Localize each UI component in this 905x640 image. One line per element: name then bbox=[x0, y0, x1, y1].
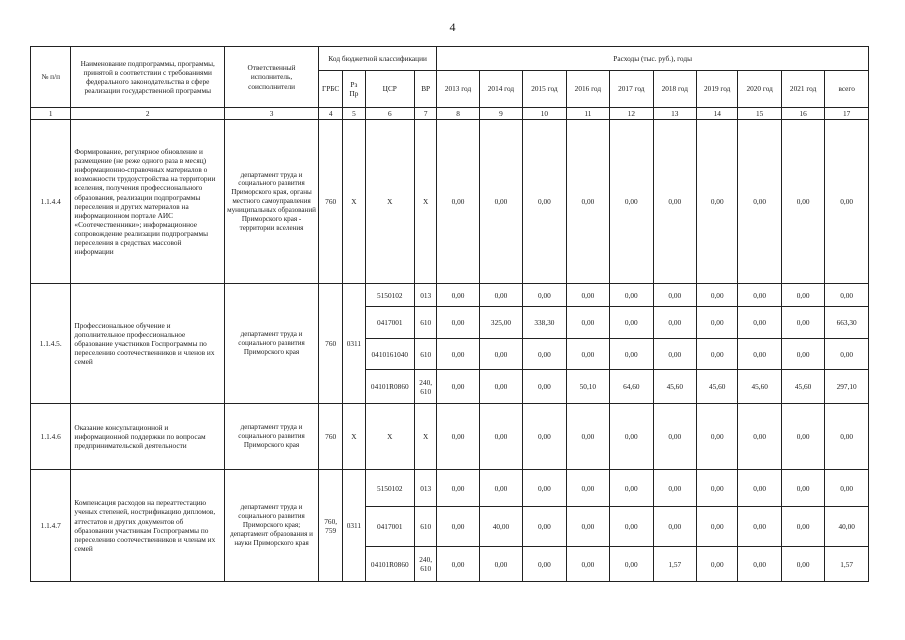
year-value: 0,00 bbox=[437, 339, 479, 370]
total-value: 1,57 bbox=[825, 547, 869, 582]
year-value: 50,10 bbox=[566, 370, 609, 404]
header-year: 2014 год bbox=[479, 71, 522, 108]
total-value: 0,00 bbox=[825, 404, 869, 470]
csr-code: 0410161040 bbox=[365, 339, 415, 370]
table-row bbox=[31, 120, 869, 284]
grbs-code: 760 bbox=[319, 404, 343, 470]
year-value: 40,00 bbox=[479, 507, 522, 547]
year-value: 0,00 bbox=[697, 547, 738, 582]
vr-code: 013 bbox=[415, 470, 437, 507]
year-value: 0,00 bbox=[610, 284, 653, 307]
year-value: 0,00 bbox=[781, 307, 824, 339]
year-value: 0,00 bbox=[781, 339, 824, 370]
table-row bbox=[31, 470, 869, 507]
column-number: 1 bbox=[31, 108, 71, 120]
year-value: 0,00 bbox=[738, 284, 781, 307]
year-value: 325,00 bbox=[479, 307, 522, 339]
year-value: 0,00 bbox=[653, 307, 696, 339]
program-name: Оказание консультационной и информационной поддержки по вопросам предпринимательской деятельности bbox=[71, 404, 225, 470]
header-code: Рз Пр bbox=[343, 71, 365, 108]
year-value: 0,00 bbox=[437, 470, 479, 507]
year-value: 0,00 bbox=[781, 284, 824, 307]
year-value: 0,00 bbox=[566, 307, 609, 339]
rzpr-code: 0311 bbox=[343, 284, 365, 404]
year-value: 0,00 bbox=[479, 547, 522, 582]
column-number: 15 bbox=[738, 108, 781, 120]
total-value: 40,00 bbox=[825, 507, 869, 547]
year-value: 0,00 bbox=[610, 120, 653, 284]
year-value: 0,00 bbox=[437, 404, 479, 470]
year-value: 0,00 bbox=[738, 547, 781, 582]
column-number: 10 bbox=[523, 108, 566, 120]
table-row bbox=[31, 404, 869, 470]
program-name: Формирование, регулярное обновление и размещение (не реже одного раза в месяц) информационно-справочных материалов о возможности трудоустройства на территории вселения, получения профессионального образования, реализации подпрограммы переселения и других материалов на информационном портале АИС «Соотечественники»; информационное сопровождение реализации подпрограммы переселения в средствах массовой информации bbox=[71, 120, 225, 284]
vr-code: X bbox=[415, 404, 437, 470]
rzpr-code: X bbox=[343, 404, 365, 470]
budget-table bbox=[30, 46, 869, 582]
year-value: 0,00 bbox=[523, 547, 566, 582]
responsible-executor: департамент труда и социального развития Приморского края; департамент образования и науки Приморского края bbox=[225, 470, 319, 582]
header-name: Наименование подпрограммы, программы, принятой в соответствии с требованиями федерального законодательства в сфере реализации государственной программы bbox=[71, 47, 225, 108]
year-value: 0,00 bbox=[738, 470, 781, 507]
page-number: 4 bbox=[449, 20, 456, 34]
column-number: 3 bbox=[225, 108, 319, 120]
year-value: 0,00 bbox=[697, 284, 738, 307]
year-value: 0,00 bbox=[653, 470, 696, 507]
header-year: 2018 год bbox=[653, 71, 696, 108]
header-code: ВР bbox=[415, 71, 437, 108]
csr-code: 04101R0860 bbox=[365, 547, 415, 582]
year-value: 1,57 bbox=[653, 547, 696, 582]
rzpr-code: X bbox=[343, 120, 365, 284]
column-number: 16 bbox=[781, 108, 824, 120]
header-year: 2016 год bbox=[566, 71, 609, 108]
grbs-code: 760 bbox=[319, 284, 343, 404]
year-value: 0,00 bbox=[738, 404, 781, 470]
year-value: 0,00 bbox=[566, 404, 609, 470]
year-value: 0,00 bbox=[610, 307, 653, 339]
column-number: 11 bbox=[566, 108, 609, 120]
year-value: 0,00 bbox=[437, 120, 479, 284]
header-year: 2017 год bbox=[610, 71, 653, 108]
responsible-executor: департамент труда и социального развития Приморского края, органы местного самоуправления муниципальных образований Приморского края - территории вселения bbox=[225, 120, 319, 284]
header-resp: Ответственный исполнитель, соисполнители bbox=[225, 47, 319, 108]
vr-code: 610 bbox=[415, 339, 437, 370]
year-value: 0,00 bbox=[523, 404, 566, 470]
year-value: 0,00 bbox=[781, 470, 824, 507]
csr-code: X bbox=[365, 404, 415, 470]
year-value: 0,00 bbox=[697, 339, 738, 370]
year-value: 0,00 bbox=[523, 284, 566, 307]
csr-code: X bbox=[365, 120, 415, 284]
year-value: 0,00 bbox=[479, 470, 522, 507]
year-value: 0,00 bbox=[781, 547, 824, 582]
year-value: 0,00 bbox=[479, 339, 522, 370]
year-value: 0,00 bbox=[566, 547, 609, 582]
year-value: 0,00 bbox=[437, 307, 479, 339]
program-name: Профессиональное обучение и дополнительное профессиональное образование участников Госпрограммы по переселению соотечественников и членов их семей bbox=[71, 284, 225, 404]
year-value: 0,00 bbox=[566, 507, 609, 547]
header-code: ЦСР bbox=[365, 71, 415, 108]
year-value: 0,00 bbox=[653, 120, 696, 284]
year-value: 0,00 bbox=[653, 404, 696, 470]
year-value: 0,00 bbox=[781, 507, 824, 547]
row-number: 1.1.4.6 bbox=[31, 404, 71, 470]
program-name: Компенсация расходов на переаттестацию ученых степеней, нострификацию дипломов, аттестатов и других документов об образовании участникам Госпрограммы по переселению соотечественников и членам их семей bbox=[71, 470, 225, 582]
year-value: 0,00 bbox=[479, 284, 522, 307]
total-value: 0,00 bbox=[825, 284, 869, 307]
year-value: 0,00 bbox=[738, 339, 781, 370]
vr-code: 240, 610 bbox=[415, 370, 437, 404]
year-value: 0,00 bbox=[697, 507, 738, 547]
year-value: 0,00 bbox=[610, 547, 653, 582]
year-value: 0,00 bbox=[781, 120, 824, 284]
header-year: 2013 год bbox=[437, 71, 479, 108]
year-value: 0,00 bbox=[566, 284, 609, 307]
header-code: ГРБС bbox=[319, 71, 343, 108]
year-value: 0,00 bbox=[523, 339, 566, 370]
year-value: 0,00 bbox=[479, 404, 522, 470]
csr-code: 0417001 bbox=[365, 507, 415, 547]
year-value: 0,00 bbox=[610, 507, 653, 547]
header-year: 2021 год bbox=[781, 71, 824, 108]
year-value: 45,60 bbox=[738, 370, 781, 404]
header-total: всего bbox=[825, 71, 869, 108]
year-value: 0,00 bbox=[610, 339, 653, 370]
year-value: 0,00 bbox=[738, 507, 781, 547]
year-value: 45,60 bbox=[653, 370, 696, 404]
year-value: 0,00 bbox=[523, 370, 566, 404]
year-value: 0,00 bbox=[697, 307, 738, 339]
year-value: 0,00 bbox=[437, 547, 479, 582]
year-value: 0,00 bbox=[479, 370, 522, 404]
grbs-code: 760, 759 bbox=[319, 470, 343, 582]
column-number: 4 bbox=[319, 108, 343, 120]
header-year: 2015 год bbox=[523, 71, 566, 108]
year-value: 0,00 bbox=[653, 284, 696, 307]
vr-code: 610 bbox=[415, 507, 437, 547]
year-value: 338,30 bbox=[523, 307, 566, 339]
column-number: 13 bbox=[653, 108, 696, 120]
column-number: 8 bbox=[437, 108, 479, 120]
year-value: 45,60 bbox=[697, 370, 738, 404]
csr-code: 0417001 bbox=[365, 307, 415, 339]
row-number: 1.1.4.7 bbox=[31, 470, 71, 582]
year-value: 0,00 bbox=[697, 404, 738, 470]
year-value: 0,00 bbox=[781, 404, 824, 470]
grbs-code: 760 bbox=[319, 120, 343, 284]
column-number: 12 bbox=[610, 108, 653, 120]
column-number: 17 bbox=[825, 108, 869, 120]
column-number: 9 bbox=[479, 108, 522, 120]
responsible-executor: департамент труда и социального развития Приморского края bbox=[225, 284, 319, 404]
header-expenses: Расходы (тыс. руб.), годы bbox=[437, 47, 869, 71]
year-value: 0,00 bbox=[610, 404, 653, 470]
header-year: 2019 год bbox=[697, 71, 738, 108]
rzpr-code: 0311 bbox=[343, 470, 365, 582]
vr-code: 013 bbox=[415, 284, 437, 307]
year-value: 0,00 bbox=[653, 507, 696, 547]
total-value: 0,00 bbox=[825, 470, 869, 507]
year-value: 0,00 bbox=[437, 507, 479, 547]
year-value: 0,00 bbox=[566, 120, 609, 284]
csr-code: 5150102 bbox=[365, 284, 415, 307]
year-value: 0,00 bbox=[566, 339, 609, 370]
year-value: 0,00 bbox=[566, 470, 609, 507]
year-value: 0,00 bbox=[653, 339, 696, 370]
total-value: 0,00 bbox=[825, 120, 869, 284]
total-value: 0,00 bbox=[825, 339, 869, 370]
year-value: 0,00 bbox=[697, 120, 738, 284]
year-value: 0,00 bbox=[738, 307, 781, 339]
year-value: 0,00 bbox=[610, 470, 653, 507]
column-number-row bbox=[31, 108, 869, 120]
table-row bbox=[31, 284, 869, 307]
vr-code: 240, 610 bbox=[415, 547, 437, 582]
header-budget-code: Код бюджетной классификации bbox=[319, 47, 437, 71]
year-value: 45,60 bbox=[781, 370, 824, 404]
row-number: 1.1.4.4 bbox=[31, 120, 71, 284]
responsible-executor: департамент труда и социального развития Приморского края bbox=[225, 404, 319, 470]
column-number: 14 bbox=[697, 108, 738, 120]
header-year: 2020 год bbox=[738, 71, 781, 108]
csr-code: 04101R0860 bbox=[365, 370, 415, 404]
year-value: 0,00 bbox=[437, 284, 479, 307]
year-value: 0,00 bbox=[738, 120, 781, 284]
total-value: 297,10 bbox=[825, 370, 869, 404]
column-number: 7 bbox=[415, 108, 437, 120]
column-number: 6 bbox=[365, 108, 415, 120]
year-value: 0,00 bbox=[697, 470, 738, 507]
total-value: 663,30 bbox=[825, 307, 869, 339]
row-number: 1.1.4.5. bbox=[31, 284, 71, 404]
column-number: 2 bbox=[71, 108, 225, 120]
header-num: № п/п bbox=[31, 47, 71, 108]
year-value: 0,00 bbox=[523, 470, 566, 507]
year-value: 0,00 bbox=[523, 120, 566, 284]
year-value: 0,00 bbox=[479, 120, 522, 284]
vr-code: X bbox=[415, 120, 437, 284]
csr-code: 5150102 bbox=[365, 470, 415, 507]
year-value: 0,00 bbox=[437, 370, 479, 404]
column-number: 5 bbox=[343, 108, 365, 120]
year-value: 0,00 bbox=[523, 507, 566, 547]
year-value: 64,60 bbox=[610, 370, 653, 404]
vr-code: 610 bbox=[415, 307, 437, 339]
